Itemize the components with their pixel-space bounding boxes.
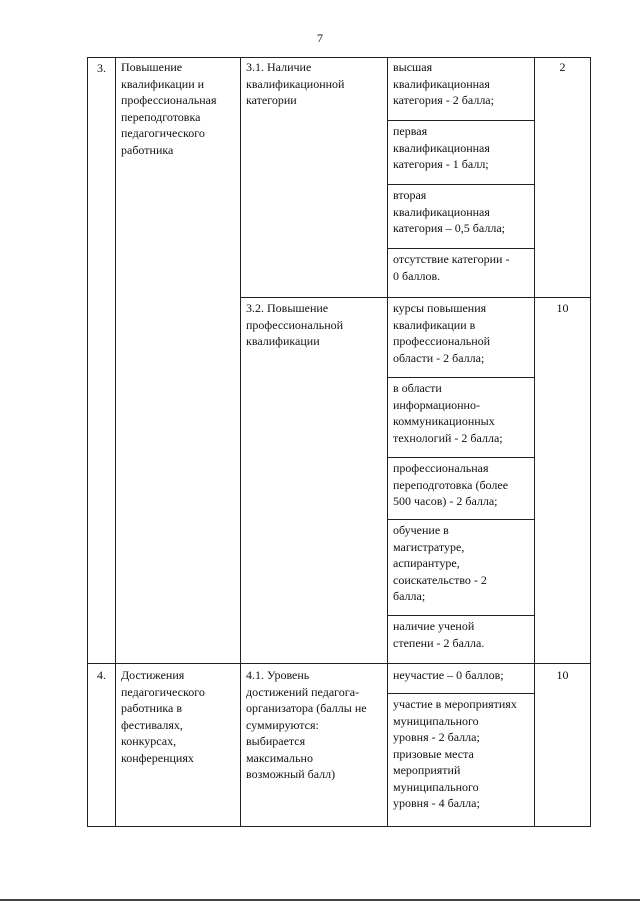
table-border-right (590, 57, 591, 827)
criteria-divider (387, 457, 534, 458)
max-score: 10 (556, 301, 569, 315)
criterion-text: в области информационно- коммуникационных технологий - 2 балла; (393, 381, 503, 445)
criteria-divider (387, 519, 534, 520)
table-border-top (87, 57, 591, 58)
indicator-name: 3.2. Повышение профессиональной квалификации (246, 301, 344, 348)
section-title: Достижения педагогического работника в фестивалях, конкурсах, конференциях (121, 668, 205, 765)
indicator-divider (240, 297, 591, 298)
scan-edge (0, 899, 640, 901)
criterion-text: высшая квалификационная категория - 2 балла; (393, 60, 494, 107)
max-score: 10 (556, 668, 569, 682)
indicator-name: 4.1. Уровень достижений педагога- организатора (баллы не суммируются: выбирается максимально возможный балл) (246, 668, 367, 781)
criterion-text: первая квалификационная категория - 1 балл; (393, 124, 490, 171)
criteria-table (87, 57, 591, 827)
row-number: 4. (97, 668, 106, 682)
page-number: 7 (317, 31, 323, 45)
column-divider-4 (534, 57, 535, 827)
criteria-divider (387, 693, 534, 694)
criterion-text: профессиональная переподготовка (более 500 часов) - 2 балла; (393, 461, 509, 508)
table-border-left (87, 57, 88, 827)
criterion-text: наличие ученой степени - 2 балла. (393, 619, 485, 650)
criterion-text: отсутствие категории - 0 баллов. (393, 252, 510, 283)
row-divider (87, 663, 591, 664)
criteria-divider (387, 120, 534, 121)
criterion-text: участие в мероприятиях муниципального уровня - 2 балла; призовые места мероприятий муниципального уровня - 4 балла; (393, 697, 517, 810)
column-divider-1 (115, 57, 116, 827)
criterion-text: курсы повышения квалификации в профессиональной области - 2 балла; (393, 301, 491, 365)
column-divider-2 (240, 57, 241, 827)
criterion-text: неучастие – 0 баллов; (393, 668, 504, 682)
criterion-text: вторая квалификационная категория – 0,5 балла; (393, 188, 505, 235)
table-border-bottom (87, 826, 591, 827)
criterion-text: обучение в магистратуре, аспирантуре, соискательство - 2 балла; (393, 523, 487, 603)
column-divider-3 (387, 57, 388, 827)
indicator-name: 3.1. Наличие квалификационной категории (246, 60, 345, 107)
criteria-divider (387, 248, 534, 249)
max-score: 2 (559, 60, 566, 74)
criteria-divider (387, 377, 534, 378)
section-title: Повышение квалификации и профессиональная переподготовка педагогического работника (121, 60, 217, 157)
criteria-divider (387, 615, 534, 616)
criteria-divider (387, 184, 534, 185)
row-number: 3. (97, 61, 106, 75)
